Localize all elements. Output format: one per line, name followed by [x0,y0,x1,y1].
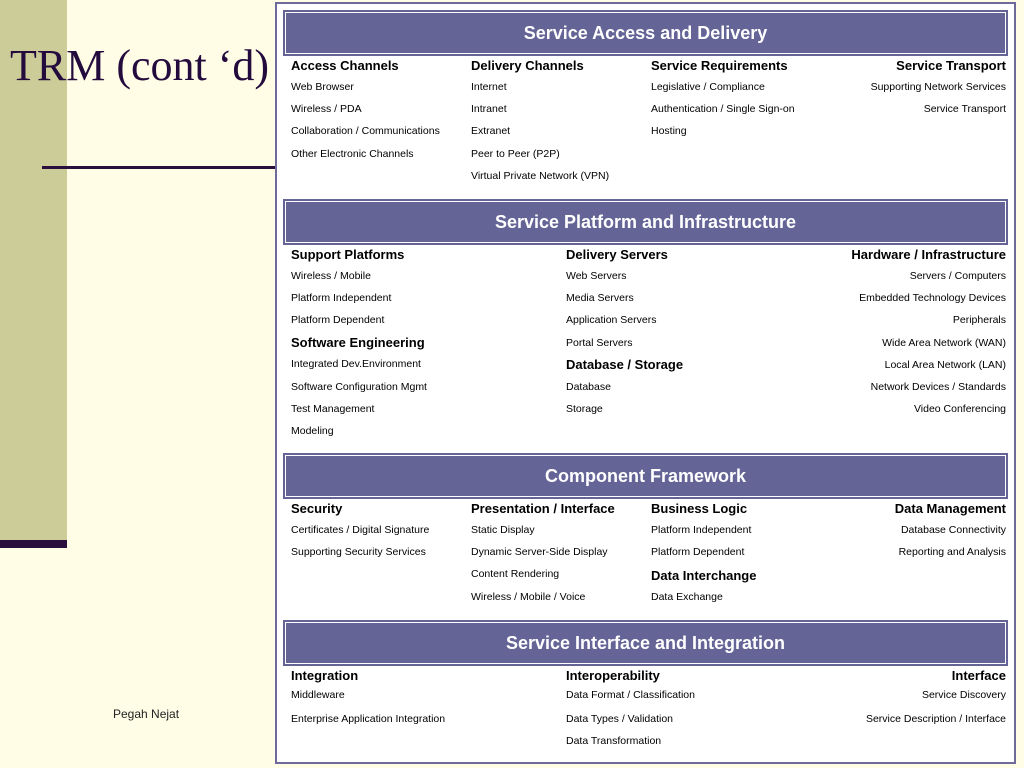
column-header: Service Transport [896,58,1006,73]
column-subheader: Database / Storage [566,357,684,372]
list-item: Web Servers [566,270,627,282]
list-item: Platform Independent [651,524,752,536]
list-item: Legislative / Compliance [651,81,765,93]
column-header: Access Channels [291,58,399,73]
list-item: Certificates / Digital Signature [291,524,430,536]
list-item: Local Area Network (LAN) [884,359,1006,371]
column-header: Interface [951,668,1006,683]
list-item: Extranet [471,125,511,137]
list-item: Web Browser [291,81,354,93]
column-header: Integration [291,668,359,683]
list-item: Video Conferencing [913,403,1006,415]
list-item: Dynamic Server-Side Display [471,546,608,558]
section-band-component-framework [285,455,1006,497]
list-item: Service Transport [923,103,1006,115]
list-item: Software Configuration Mgmt [291,381,427,393]
list-item: Wireless / Mobile [291,270,371,282]
column-header: Hardware / Infrastructure [851,247,1006,262]
list-item: Peripherals [952,314,1006,326]
list-item: Virtual Private Network (VPN) [471,170,610,182]
list-item: Platform Dependent [291,314,385,326]
section-band-service-interface-integration [285,622,1006,664]
list-item: Authentication / Single Sign-on [651,103,795,115]
list-item: Static Display [471,524,535,536]
list-item: Data Types / Validation [566,713,674,725]
section-title: Component Framework [544,465,747,486]
list-item: Internet [471,81,507,93]
list-item: Data Transformation [566,735,662,747]
list-item: Test Management [291,403,375,415]
column-header: Presentation / Interface [471,501,615,516]
list-item: Wireless / PDA [291,103,362,115]
section-title: Service Interface and Integration [505,632,786,653]
list-item: Reporting and Analysis [898,546,1006,558]
section-title: Service Platform and Infrastructure [494,211,797,232]
column-header: Interoperability [566,668,660,683]
list-item: Other Electronic Channels [291,148,414,160]
list-item: Embedded Technology Devices [859,292,1006,304]
column-header: Support Platforms [291,247,405,262]
column-header: Security [291,501,343,516]
list-item: Data Format / Classification [566,689,695,701]
list-item: Database [566,381,611,393]
list-item: Collaboration / Communications [291,125,440,137]
list-item: Storage [566,403,603,415]
section-band-service-access-delivery [285,12,1006,54]
list-item: Application Servers [566,314,657,326]
list-item: Network Devices / Standards [870,381,1006,393]
column-header: Delivery Servers [566,247,668,262]
column-header: Data Management [894,501,1006,516]
trm-diagram [275,2,1016,764]
column-header: Delivery Channels [471,58,584,73]
list-item: Platform Independent [291,292,392,304]
list-item: Platform Dependent [651,546,745,558]
column-subheader: Software Engineering [291,335,425,350]
list-item: Servers / Computers [909,270,1006,282]
list-item: Integrated Dev.Environment [291,358,421,370]
section-title: Service Access and Delivery [523,22,768,43]
list-item: Supporting Network Services [870,81,1006,93]
slide-footer: Pegah Nejat [113,707,180,721]
list-item: Media Servers [566,292,634,304]
list-item: Wireless / Mobile / Voice [471,591,586,603]
list-item: Database Connectivity [900,524,1006,536]
list-item: Hosting [651,125,687,137]
list-item: Data Exchange [651,591,723,603]
list-item: Content Rendering [471,568,560,580]
column-subheader: Data Interchange [651,568,757,583]
list-item: Enterprise Application Integration [291,713,446,725]
column-header: Business Logic [651,501,748,516]
decorative-side-bar-cap [0,540,67,548]
list-item: Modeling [291,425,334,437]
list-item: Intranet [471,103,507,115]
list-item: Portal Servers [566,337,633,349]
list-item: Service Discovery [921,689,1006,701]
section-band-service-platform-infrastructure [285,201,1006,243]
title-underline [42,166,282,169]
list-item: Supporting Security Services [291,546,426,558]
list-item: Service Description / Interface [865,713,1006,725]
column-header: Service Requirements [651,58,788,73]
list-item: Middleware [291,689,345,701]
list-item: Wide Area Network (WAN) [882,337,1006,349]
list-item: Peer to Peer (P2P) [471,148,560,160]
slide-title: TRM (cont ‘d) [10,41,270,90]
